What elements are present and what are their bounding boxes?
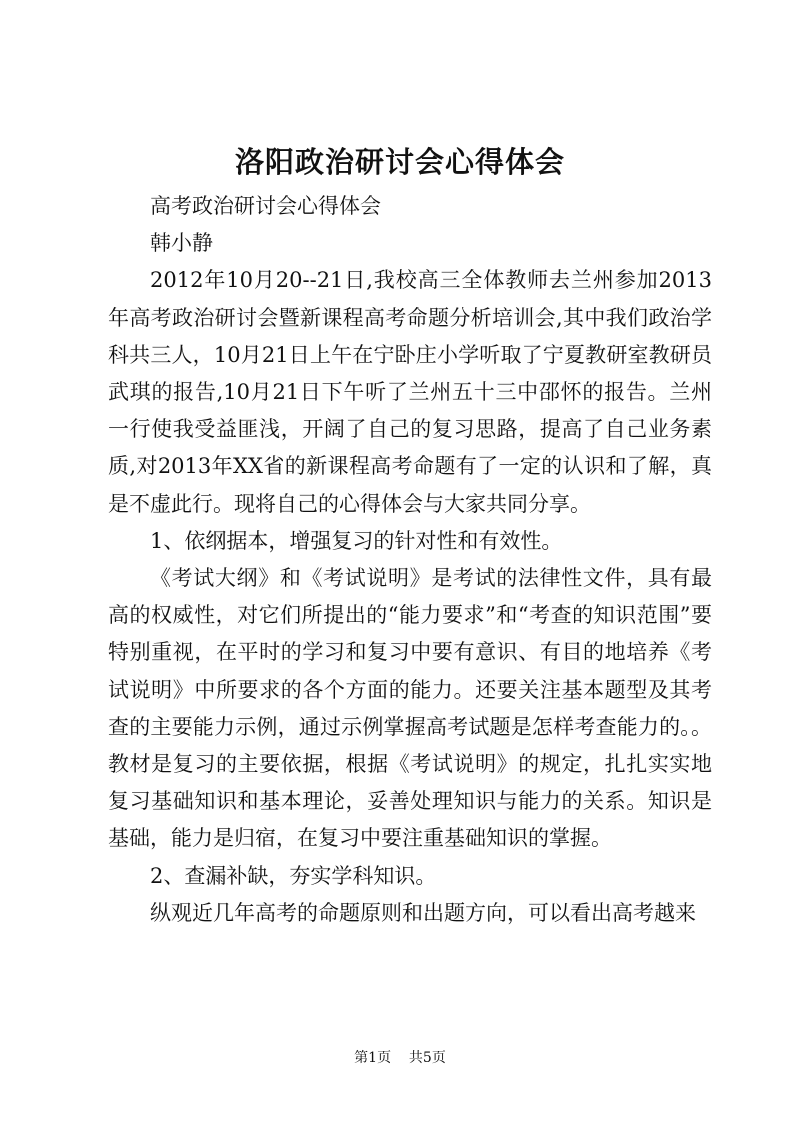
body-paragraph: 纵观近几年高考的命题原则和出题方向，可以看出高考越来 (150, 900, 696, 925)
body-paragraph: 2012年10月20--21日,我校高三全体教师去兰州参加2013年高考政治研讨会暨新课程高考命题分析培训会,其中我们政治学科共三人，10月21日上午在宁卧庄小学听取了宁夏教研室教研员武琪的报告,10月21日下午听了兰州五十三中邵怀的报告。兰州一行使我受益匪浅，开阔了自己的复习思路，提高了自己业务素质,对2013年XX省的新课程高考命题有了一定的认识和了解，真是不虚此行。现将自己的心得体会与大家共同分享。 (108, 268, 712, 516)
page-footer (0, 1048, 800, 1068)
section-heading-1: 1、依纲据本，增强复习的针对性和有效性。 (150, 528, 563, 553)
section-heading-2: 2、查漏补缺，夯实学科知识。 (150, 863, 437, 888)
total-pages: 共5页 (408, 1050, 446, 1066)
document-title: 洛阳政治研讨会心得体会 (234, 145, 565, 179)
subtitle-paragraph: 高考政治研讨会心得体会 (150, 194, 381, 218)
document-body (108, 188, 712, 932)
body-paragraph: 《考试大纲》和《考试说明》是考试的法律性文件，具有最高的权威性，对它们所提出的“能力要求”和“考查的知识范围”要特别重视，在平时的学习和复习中要有意识、有目的地培养《考试说明》中所要求的各个方面的能力。还要关注基本题型及其考查的主要能力示例，通过示例掌握高考试题是怎样考查能力的。。教材是复习的主要依据，根据《考试说明》的规定，扎扎实实地复习基础知识和基本理论，妥善处理知识与能力的关系。知识是基础，能力是归宿，在复习中要注重基础知识的掌握。 (108, 566, 712, 851)
footer-gap (396, 1050, 405, 1066)
author-paragraph: 韩小静 (150, 231, 213, 256)
page-number: 第1页 (354, 1050, 392, 1066)
